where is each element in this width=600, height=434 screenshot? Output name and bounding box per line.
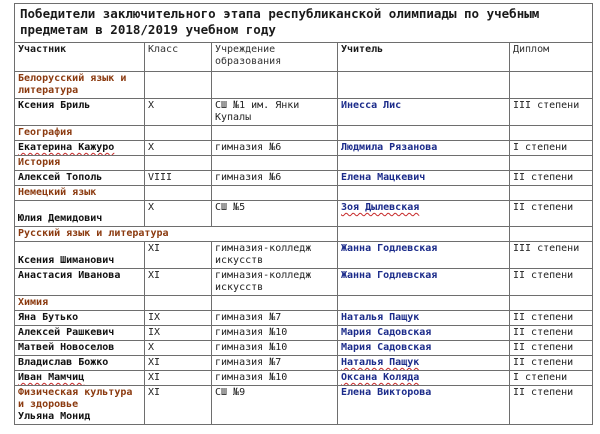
teacher-cell (338, 371, 510, 386)
diploma-cell: II степени (510, 326, 593, 341)
diploma-cell: II степени (510, 341, 593, 356)
table-row (15, 311, 593, 326)
subject-label: Русский язык и литература (15, 227, 338, 242)
subject-row (15, 156, 593, 171)
participant-name-text: Екатерина Кажуро (18, 142, 115, 153)
school-cell: гимназия №6 (212, 171, 338, 186)
teacher-name-text: Зоя Дылевская (341, 202, 420, 213)
grade-cell: XI (145, 269, 212, 296)
teacher-cell (338, 201, 510, 227)
participant-name-text: Иван Мамчиц (18, 372, 85, 383)
participant-name (15, 141, 145, 156)
school-cell: СШ №5 (212, 201, 338, 227)
participant-name: Анастасия Иванова (15, 269, 145, 296)
header-diploma: Диплом (510, 43, 593, 72)
school-cell: гимназия-колледж искусств (212, 269, 338, 296)
school-cell: СШ №1 им. Янки Купалы (212, 99, 338, 126)
subject-participant-cell (15, 386, 145, 425)
participant-name: Матвей Новоселов (15, 341, 145, 356)
diploma-cell: I степени (510, 141, 593, 156)
winners-table (14, 3, 593, 425)
table-row (15, 242, 593, 269)
participant-name: Яна Бутько (15, 311, 145, 326)
school-cell: СШ №9 (212, 386, 338, 425)
participant-name (15, 371, 145, 386)
diploma-cell: III степени (510, 242, 593, 269)
diploma-cell: II степени (510, 201, 593, 227)
table-row (15, 201, 593, 227)
header-participant: Участник (15, 43, 145, 72)
grade-cell: X (145, 141, 212, 156)
subject-label: Немецкий язык (15, 186, 145, 201)
grade-cell: X (145, 341, 212, 356)
table-row (15, 269, 593, 296)
diploma-cell: II степени (510, 171, 593, 186)
diploma-cell: II степени (510, 356, 593, 371)
teacher-cell (338, 356, 510, 371)
teacher-name-text: Наталья Пащук (341, 357, 420, 368)
title-row (15, 4, 593, 43)
school-cell: гимназия №10 (212, 341, 338, 356)
subject-row (15, 227, 593, 242)
header-teacher: Учитель (338, 43, 510, 72)
teacher-cell: Елена Викторова (338, 386, 510, 425)
table-row (15, 341, 593, 356)
participant-name: Ульяна Монид (18, 411, 91, 422)
diploma-cell: II степени (510, 386, 593, 425)
subject-label: География (15, 126, 145, 141)
subject-row (15, 72, 593, 99)
teacher-cell: Мария Садовская (338, 341, 510, 356)
table-row (15, 386, 593, 425)
participant-name: Юлия Демидович (15, 201, 145, 227)
diploma-cell: III степени (510, 99, 593, 126)
header-grade: Класс (145, 43, 212, 72)
teacher-cell: Жанна Годлевская (338, 269, 510, 296)
school-cell: гимназия №10 (212, 326, 338, 341)
table-title: Победители заключительного этапа республиканской олимпиады по учебным предметам в 2018/2019 учебном году (15, 4, 593, 43)
school-cell: гимназия-колледж искусств (212, 242, 338, 269)
grade-cell: IX (145, 311, 212, 326)
teacher-cell: Инесса Лис (338, 99, 510, 126)
teacher-name-text: Оксана Коляда (341, 372, 420, 383)
teacher-cell: Людмила Рязанова (338, 141, 510, 156)
diploma-cell: I степени (510, 371, 593, 386)
teacher-cell: Жанна Годлевская (338, 242, 510, 269)
grade-cell: IX (145, 326, 212, 341)
subject-label: Физическая культура и здоровье (18, 387, 133, 410)
participant-name: Ксения Шиманович (15, 242, 145, 269)
header-row (15, 43, 593, 72)
grade-cell: VIII (145, 171, 212, 186)
grade-cell: XI (145, 371, 212, 386)
diploma-cell: II степени (510, 269, 593, 296)
table-row (15, 99, 593, 126)
subject-label: Химия (15, 296, 145, 311)
grade-cell: X (145, 201, 212, 227)
grade-cell: XI (145, 242, 212, 269)
school-cell: гимназия №7 (212, 311, 338, 326)
teacher-cell: Наталья Пащук (338, 311, 510, 326)
subject-row (15, 186, 593, 201)
teacher-cell: Елена Мацкевич (338, 171, 510, 186)
teacher-cell: Мария Садовская (338, 326, 510, 341)
grade-cell: X (145, 99, 212, 126)
school-cell: гимназия №10 (212, 371, 338, 386)
table-row (15, 356, 593, 371)
participant-name: Владислав Божко (15, 356, 145, 371)
table-row (15, 371, 593, 386)
participant-name: Алексей Рашкевич (15, 326, 145, 341)
diploma-cell: II степени (510, 311, 593, 326)
school-cell: гимназия №6 (212, 141, 338, 156)
school-cell: гимназия №7 (212, 356, 338, 371)
header-institution: Учреждение образования (212, 43, 338, 72)
table-row (15, 141, 593, 156)
subject-label: Белорусский язык и литература (15, 72, 145, 99)
subject-label: История (15, 156, 145, 171)
grade-cell: XI (145, 356, 212, 371)
grade-cell: XI (145, 386, 212, 425)
participant-name: Ксения Бриль (15, 99, 145, 126)
table-row (15, 171, 593, 186)
table-row (15, 326, 593, 341)
subject-row (15, 296, 593, 311)
subject-row (15, 126, 593, 141)
participant-name: Алексей Тополь (15, 171, 145, 186)
